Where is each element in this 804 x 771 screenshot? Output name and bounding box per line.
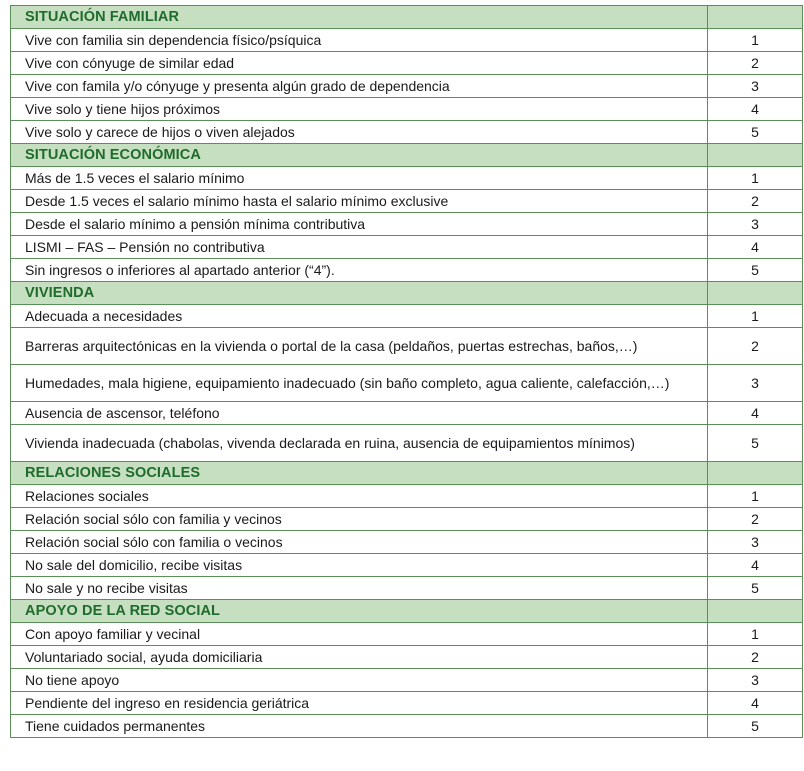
row-score: 3 (708, 75, 803, 98)
section-header-apoyo-red-social (11, 600, 803, 623)
row-score: 4 (708, 236, 803, 259)
section-header-situacion-economica (11, 144, 803, 167)
table-row (11, 75, 803, 98)
row-score: 5 (708, 425, 803, 462)
row-score: 2 (708, 508, 803, 531)
row-label: Vive con cónyuge de similar edad (11, 52, 708, 75)
table-row (11, 328, 803, 365)
row-score: 3 (708, 213, 803, 236)
section-header-empty-cell (708, 462, 803, 485)
row-score: 4 (708, 98, 803, 121)
table-row (11, 402, 803, 425)
row-label: No tiene apoyo (11, 669, 708, 692)
row-score: 5 (708, 259, 803, 282)
row-score: 1 (708, 29, 803, 52)
table-row (11, 190, 803, 213)
table-row (11, 259, 803, 282)
row-score: 3 (708, 531, 803, 554)
row-score: 2 (708, 328, 803, 365)
row-label: Sin ingresos o inferiores al apartado anterior (“4”). (11, 259, 708, 282)
row-label: No sale del domicilio, recibe visitas (11, 554, 708, 577)
row-score: 2 (708, 52, 803, 75)
row-score: 5 (708, 121, 803, 144)
table-row (11, 646, 803, 669)
table-row (11, 121, 803, 144)
row-score: 1 (708, 485, 803, 508)
table-row (11, 669, 803, 692)
row-label: Más de 1.5 veces el salario mínimo (11, 167, 708, 190)
row-label: Relación social sólo con familia y vecinos (11, 508, 708, 531)
table-row (11, 167, 803, 190)
section-title: SITUACIÓN ECONÓMICA (11, 144, 708, 167)
row-label: Desde el salario mínimo a pensión mínima contributiva (11, 213, 708, 236)
section-header-empty-cell (708, 144, 803, 167)
table-row (11, 692, 803, 715)
table-row (11, 715, 803, 738)
section-header-relaciones-sociales (11, 462, 803, 485)
row-label: Vive con familia sin dependencia físico/psíquica (11, 29, 708, 52)
row-label: Tiene cuidados permanentes (11, 715, 708, 738)
section-header-empty-cell (708, 6, 803, 29)
row-label: LISMI – FAS – Pensión no contributiva (11, 236, 708, 259)
row-label: Vive solo y tiene hijos próximos (11, 98, 708, 121)
section-title: VIVIENDA (11, 282, 708, 305)
row-score: 4 (708, 554, 803, 577)
section-title: RELACIONES SOCIALES (11, 462, 708, 485)
row-score: 4 (708, 692, 803, 715)
table-row (11, 485, 803, 508)
row-label: Humedades, mala higiene, equipamiento inadecuado (sin baño completo, agua caliente, calefacción,…) (11, 365, 708, 402)
table-row (11, 365, 803, 402)
section-title: APOYO DE LA RED SOCIAL (11, 600, 708, 623)
table-row (11, 98, 803, 121)
row-label: No sale y no recibe visitas (11, 577, 708, 600)
row-score: 5 (708, 715, 803, 738)
table-row (11, 213, 803, 236)
table-row (11, 52, 803, 75)
row-score: 2 (708, 190, 803, 213)
table-row (11, 29, 803, 52)
row-label: Ausencia de ascensor, teléfono (11, 402, 708, 425)
table-row (11, 305, 803, 328)
row-label: Voluntariado social, ayuda domiciliaria (11, 646, 708, 669)
row-score: 1 (708, 623, 803, 646)
row-score: 1 (708, 305, 803, 328)
row-score: 3 (708, 669, 803, 692)
section-header-empty-cell (708, 282, 803, 305)
row-score: 1 (708, 167, 803, 190)
row-label: Relaciones sociales (11, 485, 708, 508)
table-row (11, 508, 803, 531)
row-label: Pendiente del ingreso en residencia geriátrica (11, 692, 708, 715)
row-label: Desde 1.5 veces el salario mínimo hasta el salario mínimo exclusive (11, 190, 708, 213)
table-row (11, 623, 803, 646)
table-row (11, 554, 803, 577)
table-row (11, 577, 803, 600)
row-score: 2 (708, 646, 803, 669)
row-label: Con apoyo familiar y vecinal (11, 623, 708, 646)
row-label: Vive solo y carece de hijos o viven alejados (11, 121, 708, 144)
row-label: Adecuada a necesidades (11, 305, 708, 328)
table-row (11, 425, 803, 462)
row-label: Vive con famila y/o cónyuge y presenta algún grado de dependencia (11, 75, 708, 98)
section-header-situacion-familiar (11, 6, 803, 29)
row-score: 3 (708, 365, 803, 402)
row-score: 5 (708, 577, 803, 600)
row-label: Barreras arquitectónicas en la vivienda o portal de la casa (peldaños, puertas estrechas, baños,…) (11, 328, 708, 365)
section-header-empty-cell (708, 600, 803, 623)
section-header-vivienda (11, 282, 803, 305)
table-row (11, 531, 803, 554)
table-row (11, 236, 803, 259)
social-assessment-table (10, 5, 803, 738)
row-score: 4 (708, 402, 803, 425)
row-label: Relación social sólo con familia o vecinos (11, 531, 708, 554)
row-label: Vivienda inadecuada (chabolas, vivenda declarada en ruina, ausencia de equipamientos mínimos) (11, 425, 708, 462)
section-title: SITUACIÓN FAMILIAR (11, 6, 708, 29)
